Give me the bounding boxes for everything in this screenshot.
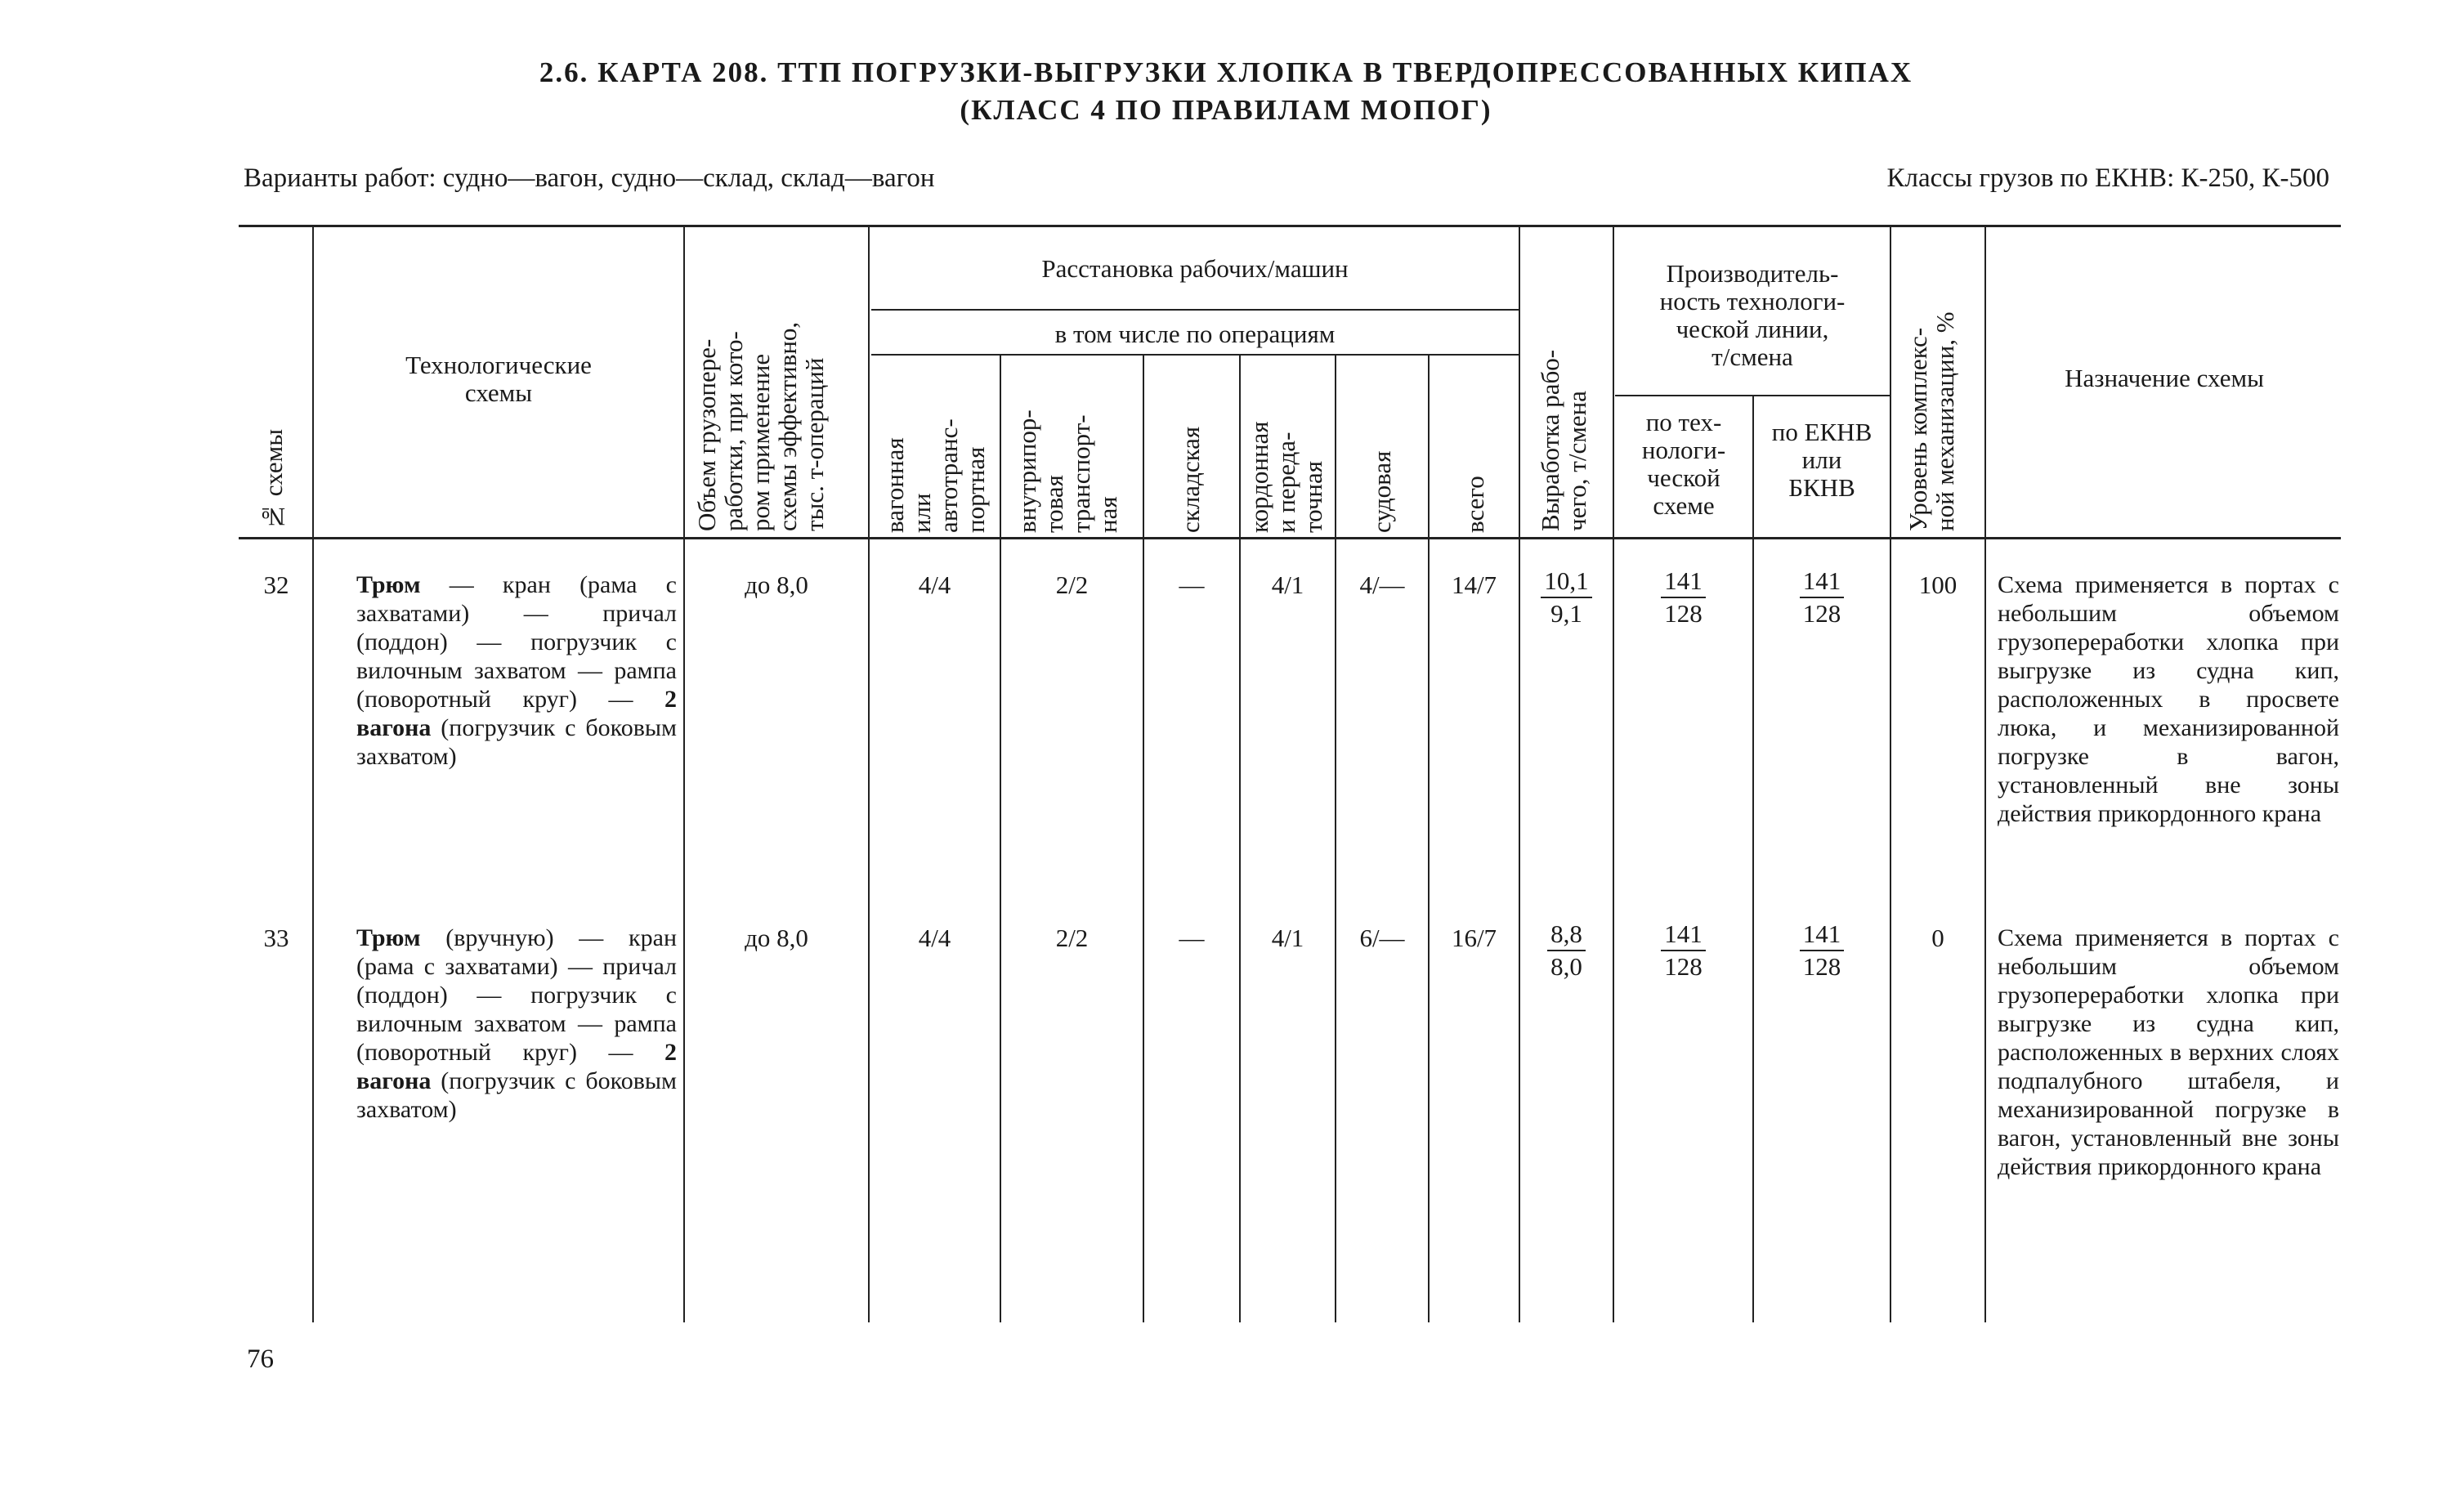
title-line-1: 2.6. КАРТА 208. ТТП ПОГРУЗКИ-ВЫГРУЗКИ ХЛОПКА В ТВЕРДОПРЕССОВАННЫХ КИПАХ	[539, 56, 1913, 88]
col-divider	[312, 227, 314, 1322]
prod-scheme-bottom: 128	[1664, 952, 1703, 981]
placement-rule	[871, 309, 1519, 311]
header-mech-level: Уровень комплекс- ной механизации, %	[1904, 311, 1959, 531]
op-kordon-value: 4/1	[1271, 924, 1304, 952]
header-by-eknv: по ЕКНВ или БКНВ	[1771, 418, 1873, 502]
output-fraction	[1520, 919, 1613, 982]
op-ship-value: 4/—	[1359, 570, 1405, 599]
mech-level-value: 0	[1931, 924, 1944, 952]
document-title	[0, 54, 2452, 129]
prod-scheme-top: 141	[1661, 919, 1706, 951]
total-value: 16/7	[1451, 924, 1497, 952]
col-divider	[1428, 356, 1430, 1322]
output-bottom: 9,1	[1550, 599, 1582, 628]
header-scheme-no: № схемы	[259, 428, 288, 531]
op-warehouse-value: —	[1179, 570, 1205, 599]
header-tech-schemes: Технологические схемы	[405, 351, 592, 407]
header-purpose: Назначение схемы	[2065, 364, 2264, 392]
col-divider	[1239, 356, 1241, 1322]
scheme-middle: (вручную) — кран (рама с захватами) — причал (поддон) — погрузчик с вилочным захватом — рампа (поворотный круг) —	[356, 924, 677, 1066]
col-divider	[1335, 356, 1336, 1322]
col-divider	[1519, 227, 1520, 1322]
op-warehouse-value: —	[1179, 924, 1205, 952]
scheme-description	[356, 924, 677, 1124]
prod-eknv-top: 141	[1800, 919, 1845, 951]
table-top-rule	[239, 225, 2341, 227]
header-op-ship: судовая	[1367, 450, 1396, 533]
prod-eknv-fraction	[1754, 919, 1890, 982]
header-op-warehouse: складская	[1176, 426, 1205, 533]
op-kordon-value: 4/1	[1271, 570, 1304, 599]
scheme-description	[356, 570, 677, 771]
output-top: 8,8	[1547, 919, 1586, 951]
volume-value: до 8,0	[745, 570, 808, 599]
op-wagon-value: 4/4	[918, 924, 951, 952]
scheme-end: (погрузчик с боковым захватом)	[356, 714, 677, 770]
header-op-kordon: кордонная и переда- точная	[1245, 421, 1327, 533]
header-placement: Расстановка рабочих/машин	[1041, 254, 1349, 283]
volume-value: до 8,0	[745, 924, 808, 952]
prod-eknv-bottom: 128	[1802, 599, 1841, 628]
scheme-wagons: 2 вагона	[356, 1039, 677, 1094]
header-by-scheme: по тех- нологи- ческой схеме	[1641, 408, 1726, 520]
col-divider	[1890, 227, 1891, 1322]
total-value: 14/7	[1451, 570, 1497, 599]
prod-scheme-fraction	[1614, 919, 1752, 982]
op-internal-value: 2/2	[1055, 570, 1089, 599]
scheme-number: 33	[263, 924, 289, 952]
prod-scheme-bottom: 128	[1664, 599, 1703, 628]
table-header-bottom-rule	[239, 537, 2341, 539]
col-divider	[683, 227, 685, 1322]
col-divider	[1752, 396, 1754, 1322]
prod-scheme-fraction	[1614, 566, 1752, 629]
header-op-internal: внутрипор- товая транспорт- ная	[1013, 409, 1122, 533]
title-line-2: (КЛАСС 4 ПО ПРАВИЛАМ МОПОГ)	[960, 94, 1492, 126]
prod-eknv-fraction	[1754, 566, 1890, 629]
prod-eknv-bottom: 128	[1802, 952, 1841, 981]
scheme-start: Трюм	[356, 924, 421, 951]
purpose-text: Схема применяется в портах с небольшим объемом грузопереработки хлопка при выгрузке из судна кип, расположенных в верхних слоях подпалубного штабеля, и механизированной погрузке в вагон, установленный вне зоны действия прикордонного крана	[1998, 924, 2339, 1180]
mech-level-value: 100	[1918, 570, 1958, 599]
header-volume: Объем грузопере- работки, при кото- ром применение схемы эффективно, тыс. т-операций	[692, 321, 829, 531]
page-number: 76	[247, 1344, 274, 1374]
header-op-wagon: вагонная или автотранс- портная	[880, 418, 990, 533]
prod-eknv-top: 141	[1800, 566, 1845, 598]
header-output: Выработка рабо- чего, т/смена	[1536, 349, 1591, 531]
scheme-start: Трюм	[356, 571, 421, 598]
op-internal-value: 2/2	[1055, 924, 1089, 952]
col-divider	[1613, 227, 1614, 1322]
col-divider	[1000, 356, 1001, 1322]
op-ship-value: 6/—	[1359, 924, 1405, 952]
cargo-classes: Классы грузов по ЕКНВ: К-250, К-500	[1886, 163, 2329, 193]
prod-scheme-top: 141	[1661, 566, 1706, 598]
op-wagon-value: 4/4	[918, 570, 951, 599]
col-divider	[1143, 356, 1144, 1322]
scheme-wagons: 2 вагона	[356, 686, 677, 741]
output-fraction	[1520, 566, 1613, 629]
ops-rule	[871, 354, 1519, 356]
work-variants: Варианты работ: судно—вагон, судно—склад, склад—вагон	[244, 163, 935, 193]
scheme-number: 32	[263, 570, 289, 599]
header-including-ops: в том числе по операциям	[1054, 320, 1336, 348]
output-top: 10,1	[1541, 566, 1591, 598]
output-bottom: 8,0	[1550, 952, 1582, 981]
header-total: всего	[1461, 476, 1489, 533]
col-divider	[868, 227, 870, 1322]
purpose-text: Схема применяется в портах с небольшим объемом грузопереработки хлопка при выгрузке из судна кип, расположенных в просвете люка, и механизированной погрузке в вагон, установленный вне зоны действия прикордонного крана	[1998, 571, 2339, 827]
header-productivity: Производитель- ность технологи- ческой линии, т/смена	[1659, 259, 1846, 371]
scheme-end: (погрузчик с боковым захватом)	[356, 1067, 677, 1123]
col-divider	[1984, 227, 1986, 1322]
scheme-middle: — кран (рама с захватами) — причал (поддон) — погрузчик с вилочным захватом — рампа (поворотный круг) —	[356, 571, 677, 713]
